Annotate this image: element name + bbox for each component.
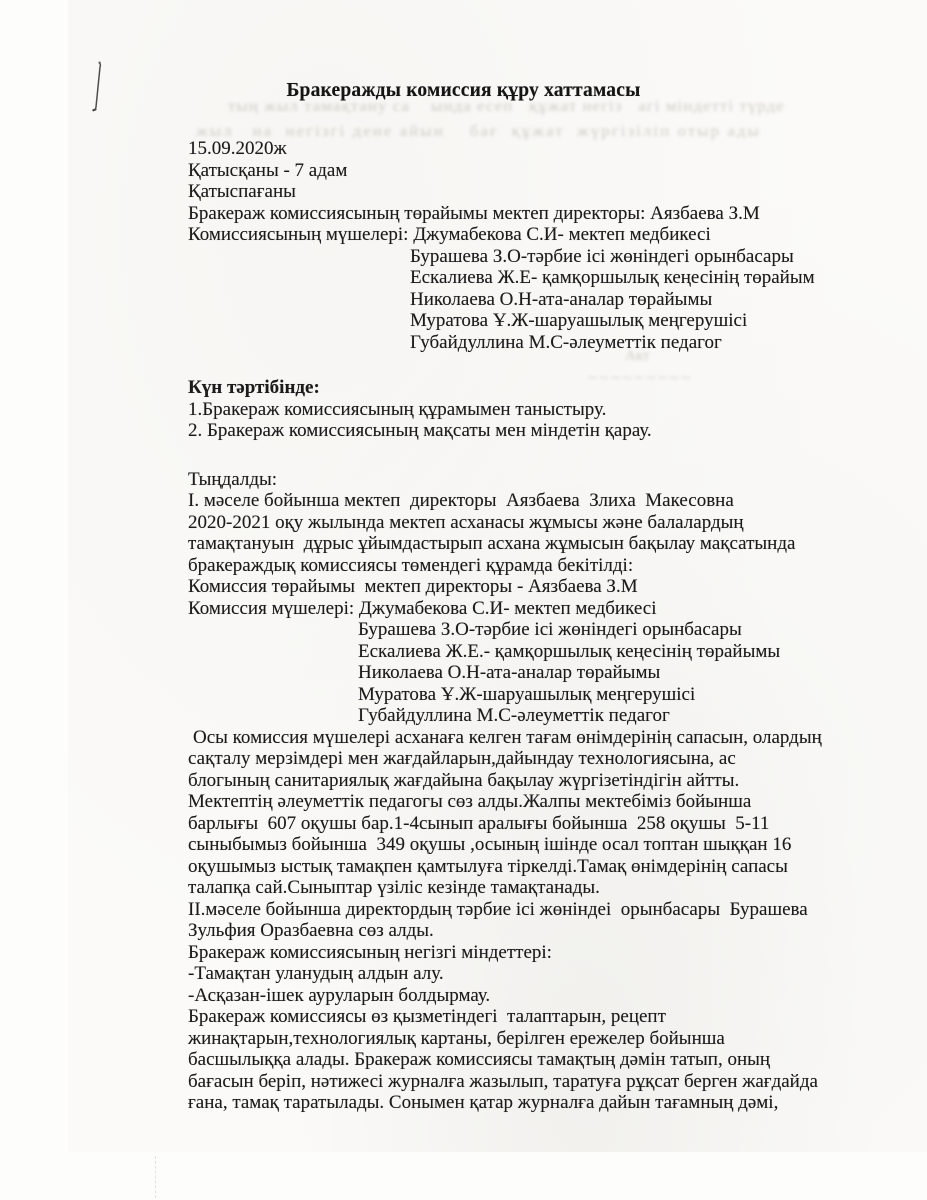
text-line: талапқа сай.Сыныптар үзіліс кезінде тамақтанады. [188,877,600,898]
text-line: жинақтарын,технологиялық картаны, берілген ережелер бойынша [188,1027,725,1049]
scanner-artifact-line [155,1156,156,1198]
bleedthrough-text: жыл на негізгі дене айын бағ құжат жүргізіліп отыр ады [196,121,761,140]
text-line: сыныбымыз бойынша 349 оқушы ,осының ішінде осал топтан шыққан 16 [188,834,792,855]
text-line: -Тамақтан уланудың алдын алу. [188,963,444,984]
text-line: Бракераж комиссиясының төрайымы мектеп директоры: Аязбаева З.М [188,202,760,224]
bleedthrough-text: ~~~~~~~~~ [588,370,693,387]
text-line: -Асқазан-ішек ауруларын болдырмау. [188,984,491,1006]
text-line: сақталу мерзімдері мен жағдайларын,дайындау технологиясына, ас [188,748,736,769]
text-line: Муратова Ұ.Ж-шаруашылық меңгерушісі [358,683,696,705]
text-line: барлығы 607 оқушы бар.1-4сынып аралығы бойынша 258 оқушы 5-11 [188,812,770,834]
text-line: Зульфия Оразбаевна сөз алды. [188,920,434,941]
text-line: Комиссиясының мүшелері: Джумабекова С.И- мектеп медбикесі [188,224,711,245]
text-line: Ескалиева Ж.Е.- қамқоршылық кеңесінің төрайымы [358,640,781,662]
text-line: 15.09.2020ж [188,138,287,159]
text-line: Комиссия мүшелері: Джумабекова С.И- мектеп медбикесі [188,597,657,619]
text-line: бракераждық комиссиясы төмендегі құрамда бекітілді: [188,554,634,576]
text-line: Ескалиева Ж.Е- қамқоршылық кеңесінің төрайым [410,267,815,288]
text-line: ІІ.мәселе бойынша директордың тәрбие ісі жөніндеі орынбасары Бурашева [188,898,808,920]
text-line: Күн тәртібінде: [188,377,320,398]
text-line: Муратова Ұ.Ж-шаруашылық меңгерушісі [410,310,748,331]
text-line: І. мәселе бойынша мектеп директоры Аязбаева Злиха Макесовна [188,490,734,511]
text-line: Мектептің әлеуметтік педагогы сөз алды.Жалпы мектебіміз бойынша [188,791,752,812]
text-line: блогының санитариялық жағдайына бақылау жүргізетіндігін айтты. [188,769,740,791]
text-line: Комиссия төрайымы мектеп директоры - Аязбаева З.М [188,576,638,597]
text-line: ғана, тамақ таратылады. Сонымен қатар журналға дайын тағамның дәмі, [188,1092,779,1113]
text-line: бағасын беріп, нәтижесі журналға жазылып, таратуға рұқсат берген жағдайда [188,1070,818,1092]
text-line: Николаева О.Н-ата-аналар төрайымы [358,662,661,683]
text-line: Осы комиссия мүшелері асханаға келген тағам өнімдерінің сапасын, олардың [193,726,822,748]
text-line: Губайдуллина М.С-әлеуметтік педагог [358,705,670,726]
document-body [188,138,900,1114]
text-line: Бурашева З.О-тәрбие ісі жөніндегі орынбасары [358,619,742,640]
text-line: Қатысқаны - 7 адам [188,159,348,181]
text-line: Губайдуллина М.С-әлеуметтік педагог [410,331,722,353]
text-line: Қатыспағаны [188,181,296,202]
text-line: Николаева О.Н-ата-аналар төрайымы [410,288,713,310]
text-line: тамақтануын дұрыс ұйымдастырып асхана жұмысын бақылау мақсатында [188,533,796,554]
text-line: Бракераж комиссиясының негізгі міндеттері: [188,941,552,963]
document-title: Бракеражды комиссия құру хаттамасы [286,80,641,101]
bleedthrough-text: тың жыл тамақтану са ында есеп құжат негіз агі міндетті түрде [228,96,785,115]
text-line: Тыңдалды: [188,468,278,490]
text-line: басшылыққа алады. Бракераж комиссиясы тамақтың дәмін татып, оның [188,1049,771,1070]
text-line: Бракераж комиссиясы өз қызметіндегі талаптарын, рецепт [188,1006,666,1027]
text-line: оқушымыз ыстық тамақпен қамтылуға тіркелді.Тамақ өнімдерінің сапасы [188,855,788,877]
text-line: 2020-2021 оқу жылында мектеп асханасы жұмысы және балалардың [188,511,744,533]
text-line: 1.Бракераж комиссиясының құрамымен таныстыру. [188,398,607,420]
text-line: 2. Бракераж комиссиясының мақсаты мен міндетін қарау. [188,420,652,441]
bleedthrough-text: Акт [625,348,650,364]
text-line: Бурашева З.О-тәрбие ісі жөніндегі орынбасары [410,245,794,267]
